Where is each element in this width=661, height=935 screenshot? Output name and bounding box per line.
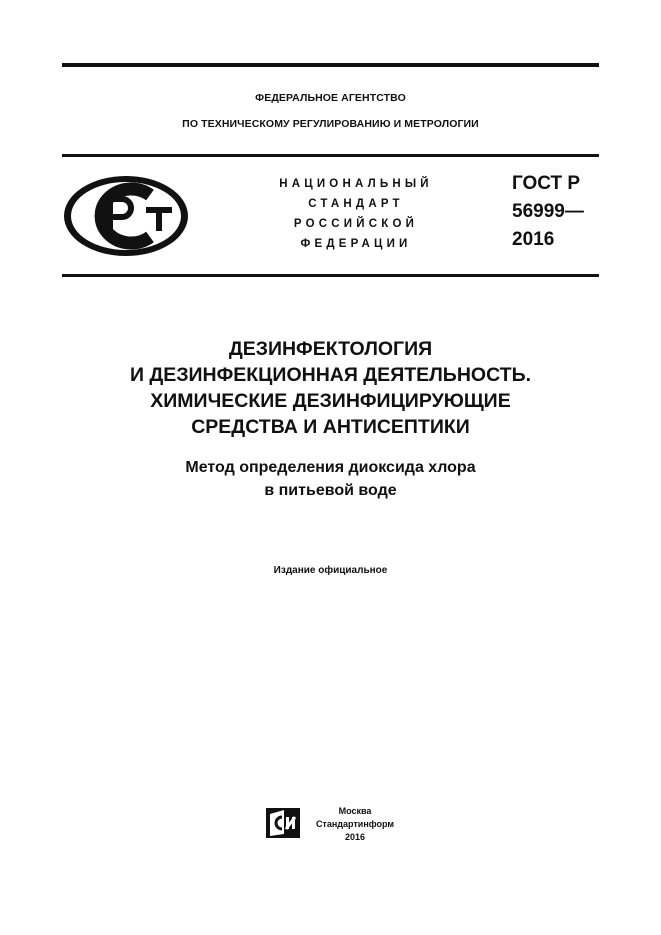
title-line: И ДЕЗИНФЕКЦИОННАЯ ДЕЯТЕЛЬНОСТЬ. [129, 364, 532, 386]
bottom-rule [62, 274, 599, 277]
rst-emblem-icon [62, 173, 190, 259]
title-line: ДЕЗИНФЕКТОЛОГИЯ [228, 338, 433, 360]
national-standard-line: СТАНДАРТ [308, 198, 404, 210]
document-subtitle [62, 456, 599, 502]
publisher-block [300, 805, 410, 844]
national-standard-label [238, 174, 474, 254]
gost-line: 2016 [512, 229, 555, 250]
agency-line-1: ФЕДЕРАЛЬНОЕ АГЕНТСТВО [255, 92, 406, 104]
title-line: СРЕДСТВА И АНТИСЕПТИКИ [191, 416, 470, 438]
publisher-name: Стандартинформ [315, 819, 395, 829]
national-standard-line: НАЦИОНАЛЬНЫЙ [279, 178, 433, 190]
gost-line: 56999— [512, 201, 584, 222]
national-standard-line: ФЕДЕРАЦИИ [300, 238, 412, 250]
subtitle-line: Метод определения диоксида хлора [185, 459, 476, 476]
publisher-year: 2016 [344, 832, 366, 842]
document-title [62, 336, 599, 440]
gost-line: ГОСТ Р [512, 173, 581, 194]
publisher-city: Москва [338, 806, 372, 816]
edition-label: Издание официальное [273, 565, 388, 576]
middle-rule [62, 154, 599, 157]
gost-designation [512, 170, 612, 254]
top-rule [62, 63, 599, 67]
title-line: ХИМИЧЕСКИЕ ДЕЗИНФИЦИРУЮЩИЕ [150, 390, 511, 412]
national-standard-line: РОССИЙСКОЙ [293, 218, 419, 230]
subtitle-line: в питьевой воде [264, 482, 397, 499]
agency-line-2: ПО ТЕХНИЧЕСКОМУ РЕГУЛИРОВАНИЮ И МЕТРОЛОГИИ [182, 118, 479, 130]
